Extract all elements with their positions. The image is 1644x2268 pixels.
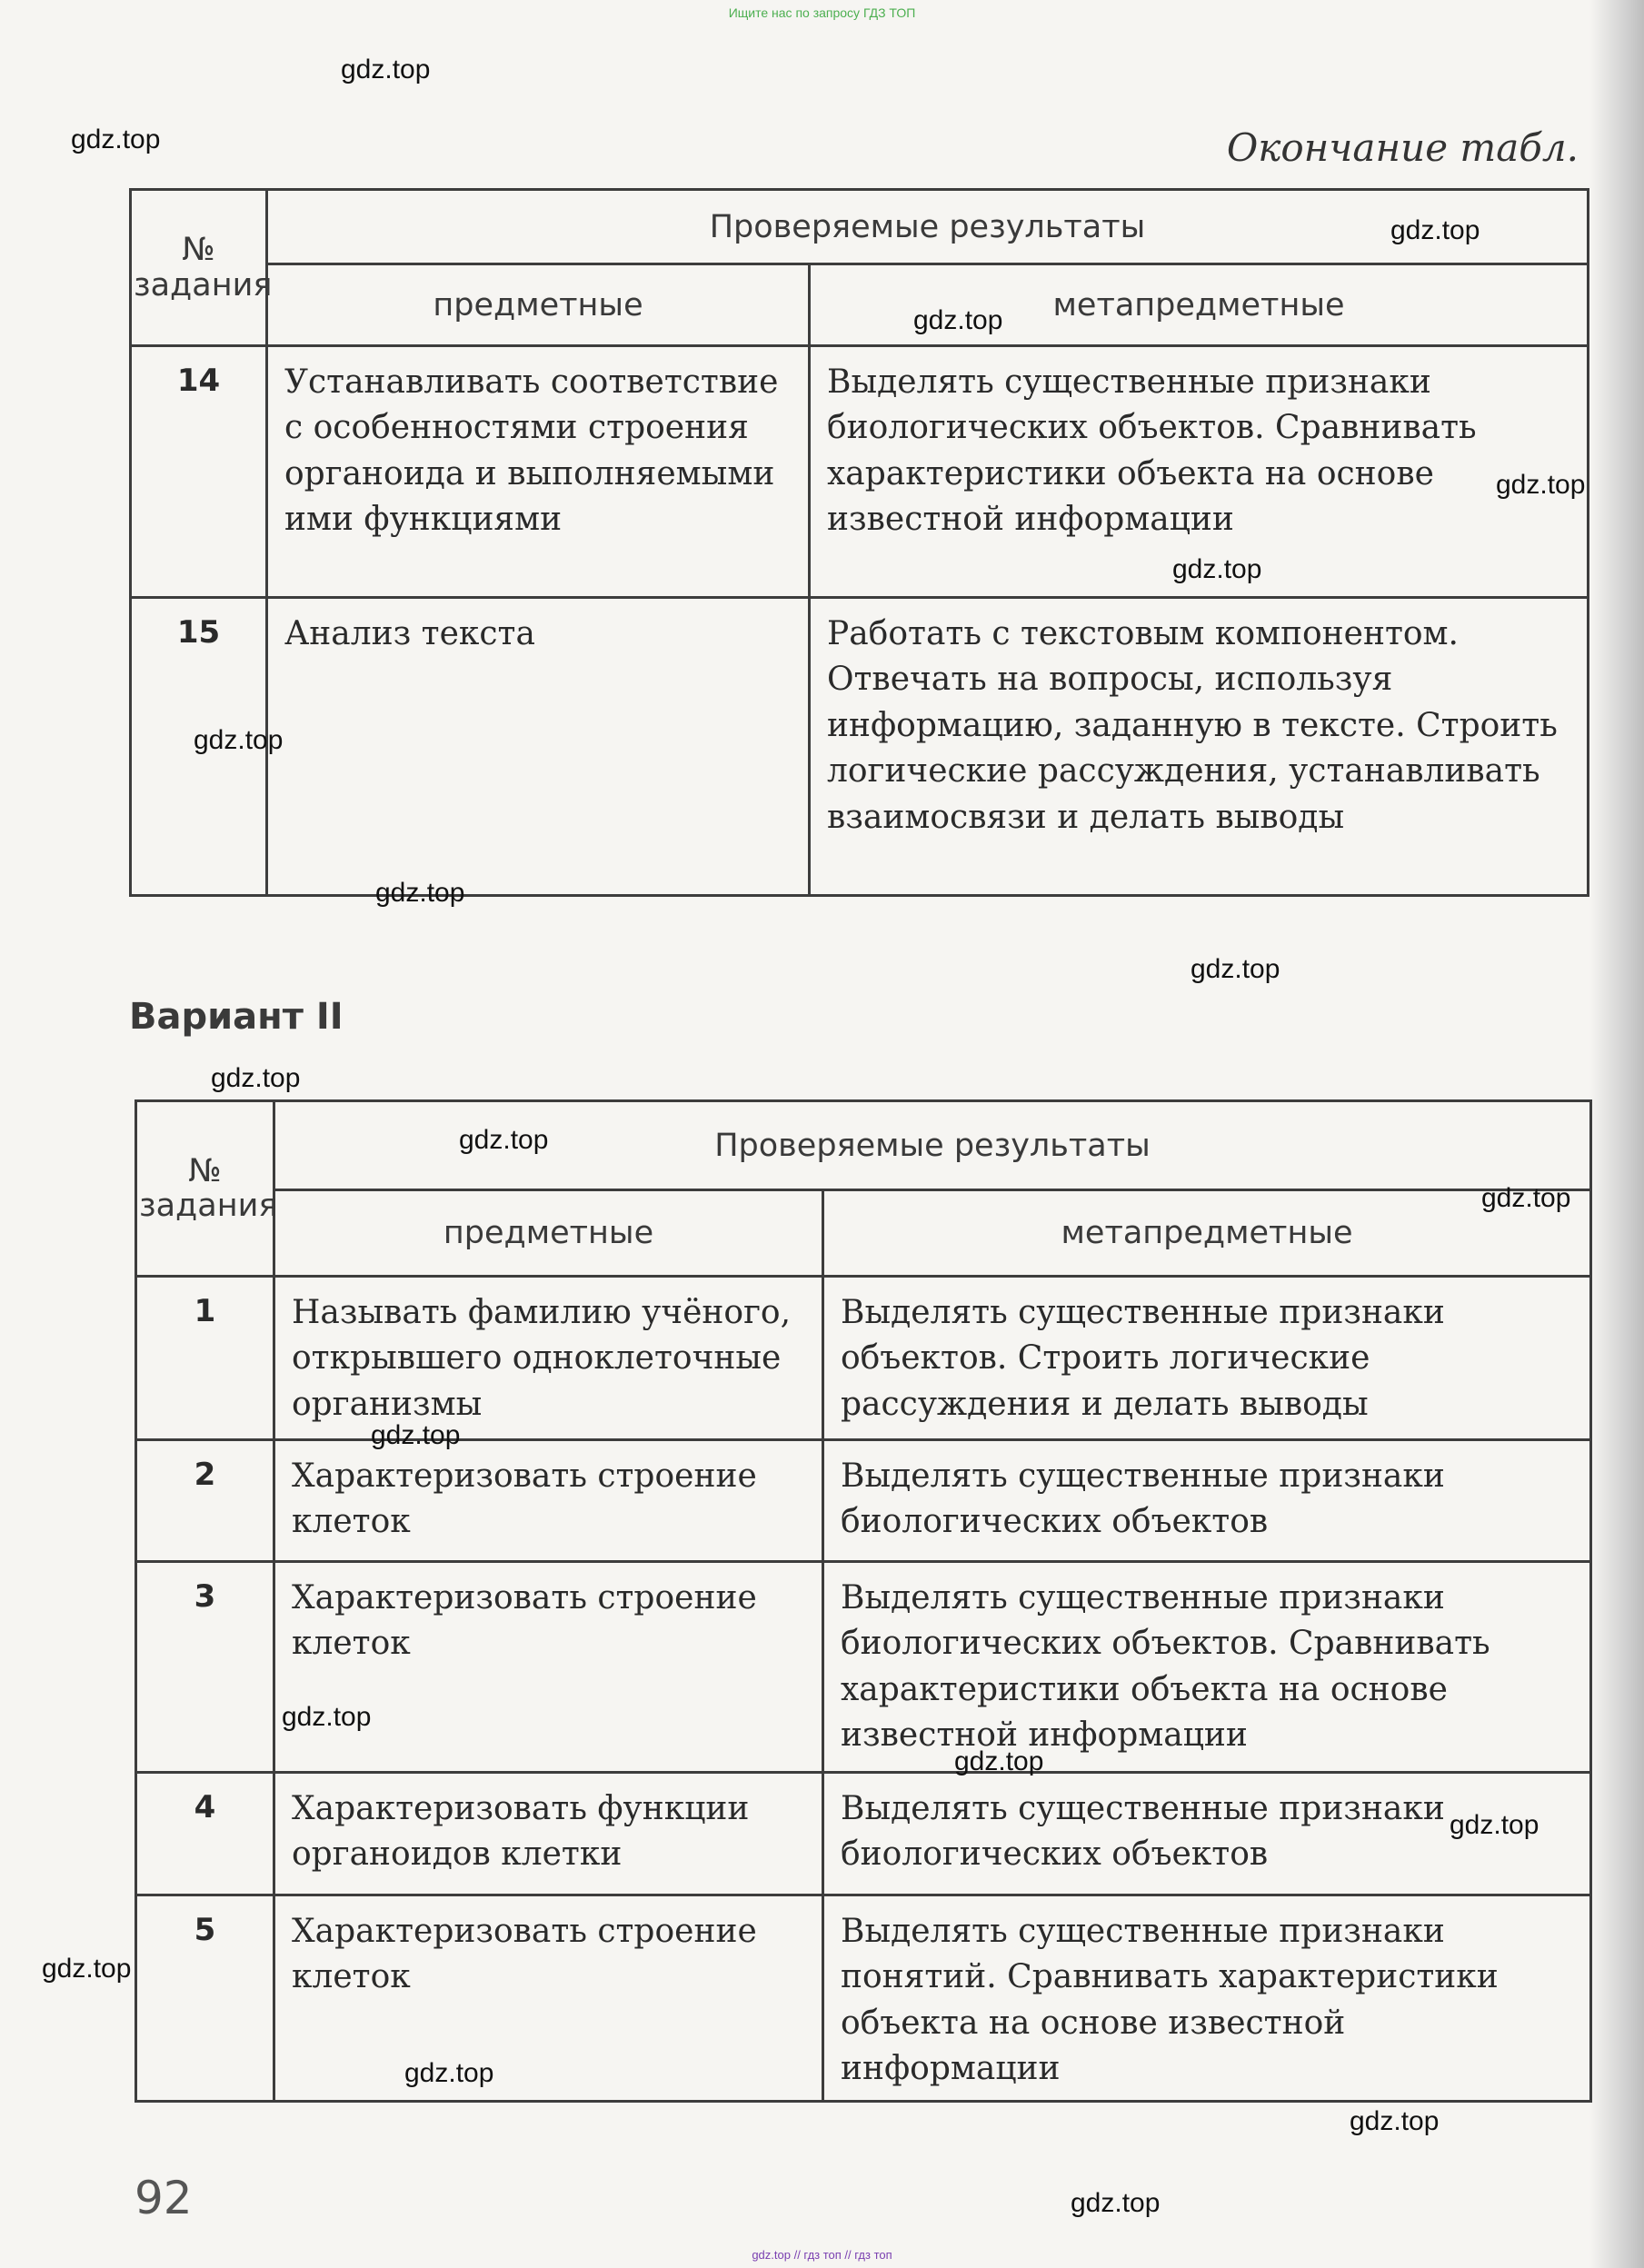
bottom-banner: gdz.top // гдз топ // гдз топ (752, 2248, 892, 2262)
subject-result: Устанавливать соответствие с особенностями строения органоида и выполняемыми ими функциями (267, 346, 810, 598)
subject-results-header: предметные (274, 1190, 823, 1277)
subject-result: Анализ текста (267, 598, 810, 896)
watermark: gdz.top (282, 1702, 372, 1732)
watermark: gdz.top (71, 124, 161, 154)
watermark: gdz.top (375, 878, 465, 908)
meta-result: Выделять существенные признаки объектов. Строить логические рассуждения и делать выводы (823, 1277, 1591, 1440)
subject-result: Характеризовать строение клеток (274, 1562, 823, 1773)
table-row (136, 1562, 1591, 1773)
task-number: 1 (136, 1277, 274, 1440)
watermark: gdz.top (1496, 470, 1586, 500)
page-number: 92 (135, 2172, 193, 2224)
watermark: gdz.top (1172, 554, 1262, 584)
watermark: gdz.top (211, 1063, 301, 1093)
watermark: gdz.top (1481, 1183, 1571, 1213)
task-number: 3 (136, 1562, 274, 1773)
meta-result: Выделять существенные признаки биологических объектов (823, 1440, 1591, 1562)
subject-result: Характеризовать строение клеток (274, 1895, 823, 2102)
table-row (131, 346, 1589, 598)
checked-results-header: Проверяемые результаты (267, 190, 1589, 264)
page-edge-shadow (1589, 0, 1644, 2268)
watermark: gdz.top (371, 1420, 461, 1450)
subject-results-header: предметные (267, 264, 810, 346)
top-banner: Ищите нас по запросу ГДЗ ТОП (728, 5, 916, 20)
results-table-variant-2 (135, 1099, 1592, 2103)
task-number-header: № задания (136, 1101, 274, 1277)
watermark: gdz.top (404, 2058, 494, 2088)
subject-result: Характеризовать функции органоидов клетки (274, 1773, 823, 1895)
task-number: 15 (131, 598, 267, 896)
task-number: 14 (131, 346, 267, 598)
meta-result: Выделять существенные признаки биологических объектов (823, 1773, 1591, 1895)
watermark: gdz.top (459, 1125, 549, 1155)
variant-title: Вариант II (129, 996, 344, 1038)
meta-results-header: метапредметные (810, 264, 1589, 346)
watermark: gdz.top (1191, 954, 1280, 984)
subject-result: Называть фамилию учёного, открывшего одноклеточные организмы (274, 1277, 823, 1440)
meta-result: Работать с текстовым компонентом. Отвечать на вопросы, используя информацию, заданную в тексте. Строить логические рассуждения, устанавливать взаимосвязи и делать выводы (810, 598, 1589, 896)
watermark: gdz.top (1450, 1810, 1539, 1840)
task-number: 2 (136, 1440, 274, 1562)
watermark: gdz.top (1350, 2106, 1440, 2136)
watermark: gdz.top (954, 1746, 1044, 1776)
watermark: gdz.top (913, 305, 1003, 335)
checked-results-header: Проверяемые результаты (274, 1101, 1591, 1190)
watermark: gdz.top (1390, 215, 1480, 245)
meta-results-header: метапредметные (823, 1190, 1591, 1277)
table-continuation-caption: Окончание табл. (1226, 125, 1579, 170)
meta-result: Выделять существенные признаки биологических объектов. Сравнивать характеристики объекта на основе известной информации (823, 1562, 1591, 1773)
watermark: gdz.top (341, 55, 431, 85)
results-table-variant-1 (129, 188, 1589, 897)
table-row (136, 1440, 1591, 1562)
subject-result: Характеризовать строение клеток (274, 1440, 823, 1562)
meta-result: Выделять существенные признаки понятий. Сравнивать характеристики объекта на основе известной информации (823, 1895, 1591, 2102)
watermark: gdz.top (194, 725, 284, 755)
task-number: 4 (136, 1773, 274, 1895)
watermark: gdz.top (42, 1954, 132, 1984)
watermark: gdz.top (1071, 2188, 1161, 2218)
table-row (136, 1895, 1591, 2102)
table-row (131, 598, 1589, 896)
task-number: 5 (136, 1895, 274, 2102)
table-row (136, 1277, 1591, 1440)
table-row (136, 1773, 1591, 1895)
task-number-header: № задания (131, 190, 267, 346)
meta-result: Выделять существенные признаки биологических объектов. Сравнивать характеристики объекта на основе известной информации (810, 346, 1589, 598)
